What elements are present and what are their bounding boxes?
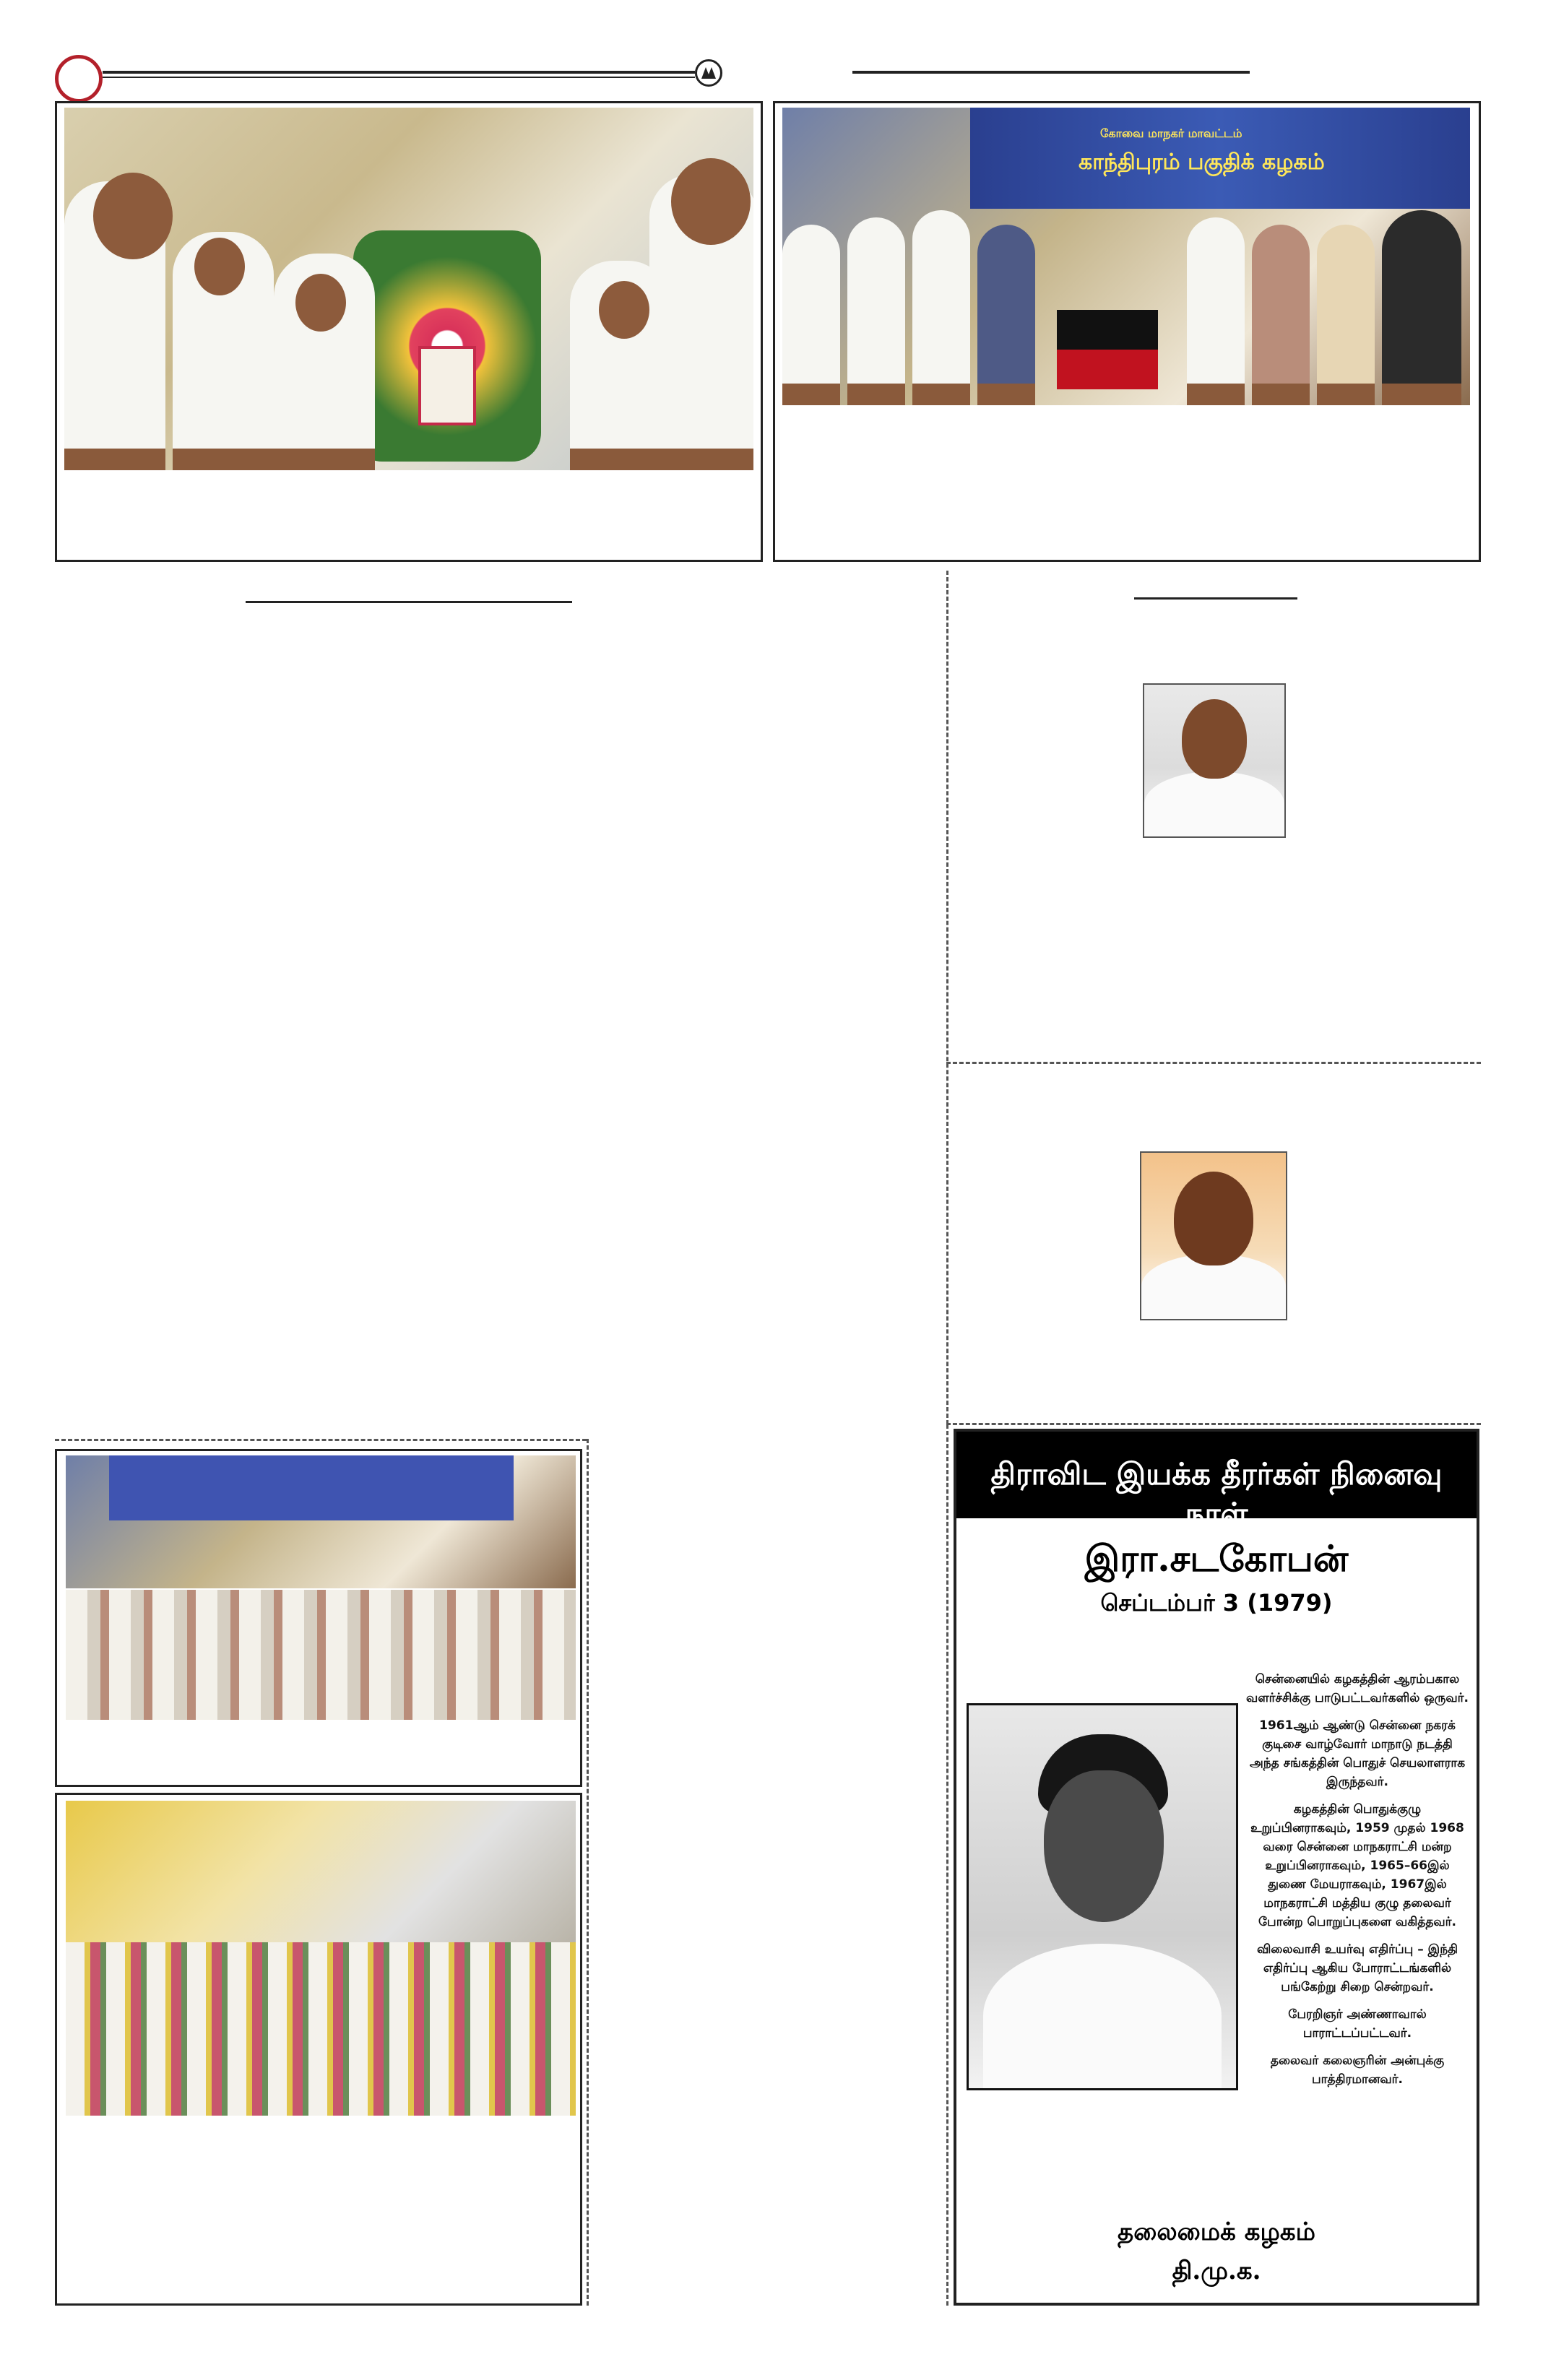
portrait-shirt: [1144, 771, 1284, 836]
memorial-portrait-face: [1044, 1770, 1164, 1922]
meeting-audience-photo: [66, 1590, 576, 1720]
top-right-photo-box: [773, 101, 1481, 562]
memorial-footer-line1: தலைமைக் கழகம்: [1118, 2217, 1315, 2246]
banner-line1: கோவை மாநகர் மாவட்டம்: [1100, 126, 1242, 140]
meeting-stage-photo: [66, 1455, 576, 1588]
portrait-face: [1182, 699, 1247, 779]
person-figure: [1187, 217, 1245, 405]
person-figure: [1252, 225, 1310, 405]
header-rule-right: [852, 71, 1250, 74]
memorial-header-text: திராவிட இயக்க தீரர்கள் நினைவு நாள்: [990, 1456, 1443, 1531]
top-left-photo-box: [55, 101, 763, 562]
bio-paragraph: விலைவாசி உயர்வு எதிர்ப்பு – இந்தி எதிர்ப்பு ஆகிய போராட்டங்களில் பங்கேற்று சிறை சென்றவர்.: [1256, 1942, 1458, 1994]
person-head: [599, 281, 649, 339]
side-divider-1: [946, 1062, 1481, 1064]
memorial-header: [956, 1432, 1477, 1531]
article-title-rule: [246, 601, 572, 603]
memorial-notice: [954, 1429, 1479, 2306]
banner-line2: காந்திபுரம் பகுதிக் கழகம்: [1079, 150, 1325, 175]
person-head: [295, 274, 346, 332]
person-head: [671, 158, 751, 245]
stage-banner: [970, 108, 1470, 209]
memorial-portrait: [967, 1703, 1238, 2090]
side-portrait-2: [1140, 1151, 1287, 1320]
framed-portrait: [418, 346, 476, 425]
portrait-face: [1174, 1172, 1253, 1265]
person-figure: [1382, 210, 1461, 405]
header-rule-left-thin: [103, 77, 695, 78]
meeting-stage-photo: [66, 1801, 576, 1942]
bottom-left-photo-box-1: [55, 1449, 582, 1787]
bottom-column-divider: [946, 1424, 948, 2306]
memorial-bio: [1245, 1670, 1469, 2098]
tribute-photo: [782, 108, 1470, 405]
memorial-date: செப்டம்பர் 3 (1979): [1100, 1589, 1333, 1617]
bottom-left-divider: [587, 1439, 589, 2306]
side-divider-2: [946, 1423, 1481, 1425]
bio-paragraph: பேரறிஞர் அண்ணாவால் பாராட்டப்பட்டவர்.: [1288, 2007, 1427, 2041]
bio-paragraph: 1961ஆம் ஆண்டு சென்னை நகரக் குடிசை வாழ்வோர் மாநாடு நடத்தி அந்த சங்கத்தின் பொதுச் செயலாளராக இருந்தவர்.: [1249, 1718, 1466, 1789]
memorial-name: இரா.சடகோபன்: [1084, 1537, 1349, 1580]
person-head: [194, 238, 245, 295]
meeting-audience-photo: [66, 1942, 576, 2116]
side-column-rule: [1134, 597, 1297, 600]
bio-paragraph: சென்னையில் கழகத்தின் ஆரம்பகால வளர்ச்சிக்கு பாடுபட்டவர்களில் ஒருவர்.: [1246, 1672, 1469, 1705]
person-head: [93, 173, 173, 259]
dmk-flag-table: [1057, 310, 1158, 389]
person-figure: [1317, 225, 1375, 405]
stage-backdrop: [109, 1455, 514, 1520]
page-logo-circle: [55, 55, 103, 103]
bio-paragraph: தலைவர் கலைஞரின் அன்புக்கு பாத்திரமானவர்.: [1270, 2054, 1445, 2087]
person-figure: [977, 225, 1035, 405]
person-figure: [912, 210, 970, 405]
person-figure: [847, 217, 905, 405]
person-figure: [782, 225, 840, 405]
memorial-portrait-shirt: [983, 1944, 1222, 2088]
tribute-photo: [64, 108, 753, 470]
bio-paragraph: கழகத்தின் பொதுக்குழு உறுப்பினராகவும், 1959 முதல் 1968 வரை சென்னை மாநகராட்சி மன்ற உறுப்பினராகவும், 1965–66இல் துணை மேயராகவும், 1967இல் மாநகராட்சி மத்திய குழு தலைவர் போன்ற பொறுப்புகளை வகித்தவர்.: [1250, 1802, 1464, 1929]
memorial-footer-line2: தி.மு.க.: [1172, 2256, 1261, 2285]
header-rule-left: [103, 71, 695, 74]
party-emblem-icon: [695, 59, 722, 87]
bottom-left-top-divider: [55, 1439, 587, 1441]
side-portrait-1: [1143, 683, 1286, 838]
bottom-left-photo-box-2: [55, 1793, 582, 2306]
column-divider: [946, 571, 948, 1424]
